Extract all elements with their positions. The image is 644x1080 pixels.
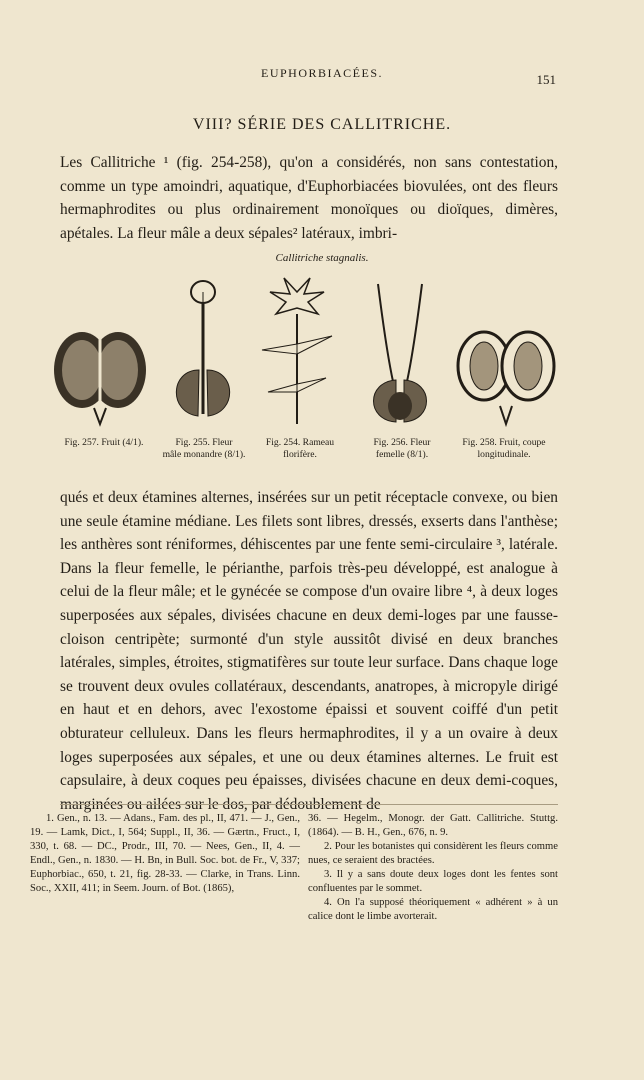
fig-254-flowering-branch-illustration xyxy=(254,274,340,428)
fig-caption-line: Fig. 256. Fleur xyxy=(373,437,431,448)
footnotes-left-column xyxy=(30,812,300,896)
fig-caption-line: longitudinale. xyxy=(477,449,531,460)
fig-caption-line: Fig. 255. Fleur xyxy=(175,437,233,448)
footnote-3: 3. Il y a sans doute deux loges dont les fentes sont confluentes par le sommet. xyxy=(308,869,558,894)
footnote-divider xyxy=(60,804,558,805)
section-title: VIII? SÉRIE DES CALLITRICHE. xyxy=(192,116,452,133)
fig-caption-line: Fig. 258. Fruit, coupe xyxy=(462,437,546,448)
page-number: 151 xyxy=(536,72,556,87)
fig-caption-line: mâle monandre (8/1). xyxy=(162,449,246,460)
fig-caption-254 xyxy=(252,437,348,461)
fig-caption-line: Fig. 254. Rameau xyxy=(265,437,335,448)
footnote-4: 4. On l'a supposé théoriquement « adhérent » à un calice dont le limbe avorterait. xyxy=(308,897,558,922)
fig-255-male-flower-illustration xyxy=(166,278,240,428)
footnote-1: 1. Gen., n. 13. — Adans., Fam. des pl., II, 471. — J., Gen., 19. — Lamk, Dict., I, 564; Suppl., II, 36. — Gærtn., Fruct., I, 330, t. 68. — DC., Prodr., III, 70. — Nees, Gen., II, 4. — Endl., Gen., n. 1830. — H. Bn, in Bull. Soc. bot. de Fr., V, 337; Euphorbiac., 650, t. 21, fig. 28-33. — Clarke, in Trans. Linn. Soc., XXII, 411; in Seem. Journ. of Bot. (1865), xyxy=(30,813,300,894)
body-paragraph-1: Les Callitriche ¹ (fig. 254-258), qu'on a considérés, non sans contestation, comme un type amoindri, aquatique, d'Euphorbiacées biovulées, ont des fleurs hermaphrodites ou plus ordinairement monoïques ou dioïques, dimères, apétales. La fleur mâle a deux sépales² latéraux, imbri- xyxy=(60,154,558,242)
fig-caption-line: Fig. 257. Fruit (4/1). xyxy=(64,437,144,448)
fig-256-female-flower-illustration xyxy=(360,282,440,428)
footnote-1-continued: 36. — Hegelm., Monogr. der Gatt. Callitriche. Stuttg. (1864). — B. H., Gen., 676, n. 9. xyxy=(308,813,558,838)
footnotes-right-column xyxy=(308,812,558,924)
fig-caption-line: florifère. xyxy=(283,449,317,460)
fig-caption-line: femelle (8/1). xyxy=(375,449,429,460)
body-paragraph-2: qués et deux étamines alternes, insérées sur un petit réceptacle convexe, ou bien une seule étamine médiane. Les filets sont libres, dressés, exserts dans l'anthèse; les anthères sont réniformes, déhiscentes par une fente semi-circulaire ³, latérale. Dans la fleur femelle, le périanthe, parfois très-peu développé, est analogue à celui de la fleur mâle; et le gynécée se compose d'un ovaire libre ⁴, à deux loges superposées aux sépales, divisées chacune en deux demi-loges par une fausse-cloison centripète; surmonté d'un style aussitôt divisé en deux branches latérales, simples, étroites, stigmatifères sur toute leur surface. Dans chaque loge se trouvent deux ovules collatéraux, descendants, anatropes, à micropyle dirigé en haut et en dehors, avec l'exostome épaissi et souvent coiffé d'un petit obturateur celluleux. Dans les fleurs hermaphrodites, il y a un ovaire à deux loges superposées aux sépales, et une ou deux étamines alternes. Le fruit est capsulaire, à deux coques peu épaisses, divisées chacune en deux demi-coques, marginées ou ailées sur le dos, par dédoublement de xyxy=(60,489,558,813)
fig-caption-258 xyxy=(448,437,560,461)
fig-caption-257 xyxy=(56,437,152,449)
figure-plate xyxy=(40,272,610,430)
fig-caption-255 xyxy=(152,437,256,461)
fig-caption-256 xyxy=(354,437,450,461)
fig-258-fruit-section-illustration xyxy=(454,326,558,428)
footnote-2: 2. Pour les botanistes qui considèrent les fleurs comme nues, ce seraient des bractées. xyxy=(308,841,558,866)
running-head: EUPHORBIACÉES. xyxy=(260,66,383,80)
plate-caption: Callitriche stagnalis. xyxy=(275,252,369,264)
fig-257-fruit-illustration xyxy=(48,324,152,428)
